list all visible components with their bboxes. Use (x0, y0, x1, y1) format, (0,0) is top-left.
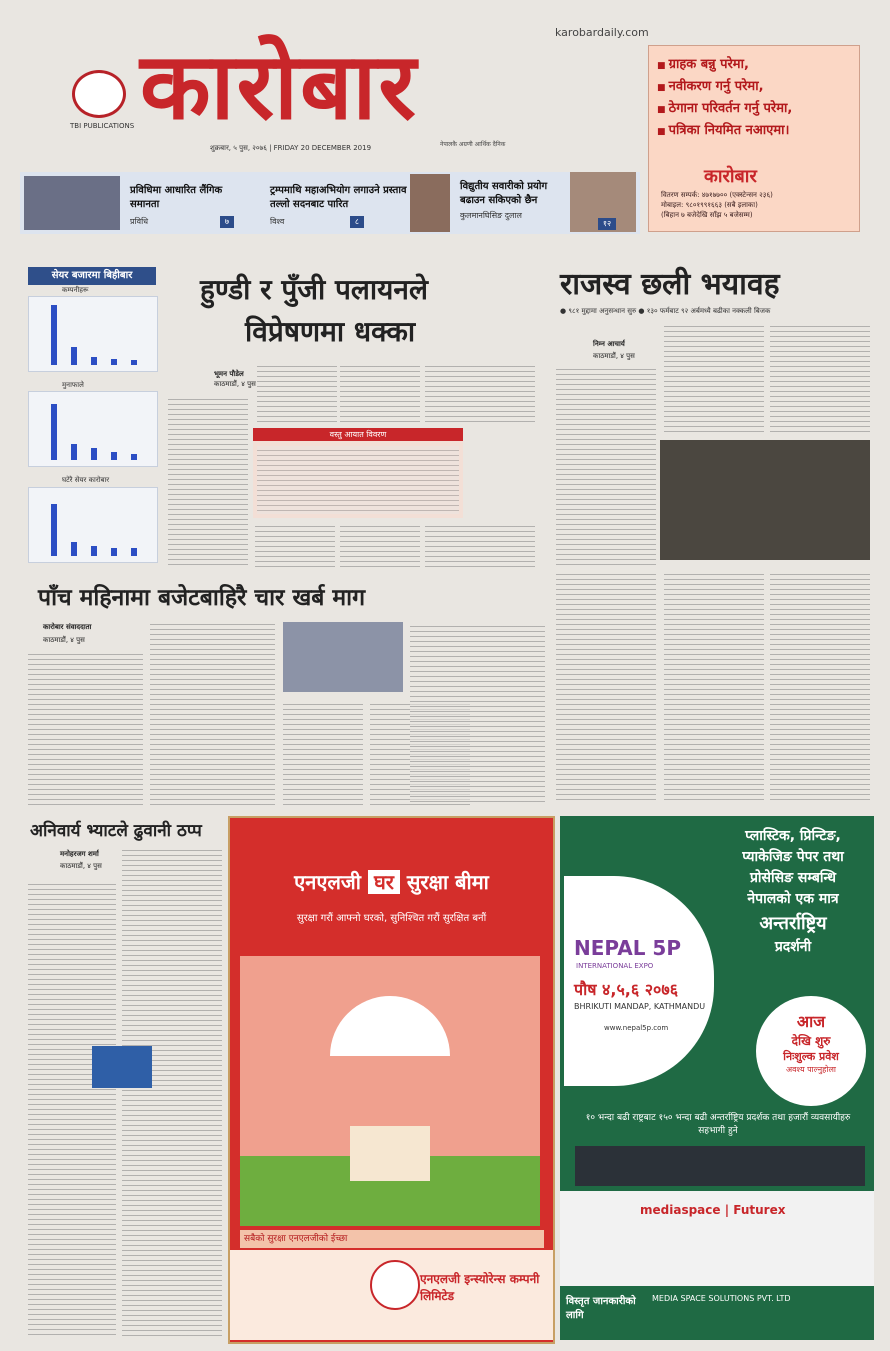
chart-bar (111, 452, 117, 460)
publisher-logo (72, 70, 126, 118)
sponsor-panel (560, 1191, 874, 1286)
teaser-thumb (410, 174, 450, 232)
ad-title-mid: घर (368, 870, 400, 894)
article-text (664, 570, 764, 800)
chart-bar (91, 448, 97, 460)
byline: निम्न आचार्य (593, 340, 625, 348)
chart-bar (71, 542, 77, 556)
mini-chart (28, 391, 158, 467)
expo-heading-line: नेपालको एक मात्र (747, 891, 839, 907)
newspaper-tagline: नेपालकै अग्रणी आर्थिक दैनिक (440, 141, 506, 148)
article-text (150, 620, 275, 805)
expo-images (575, 1146, 865, 1186)
expo-site[interactable]: www.nepal5p.com (604, 1024, 669, 1032)
ad-title-right: सुरक्षा बीमा (406, 870, 489, 894)
share-panel-title: सेयर बजारमा बिहीबार (28, 267, 156, 285)
table-title: वस्तु आयात विवरण (253, 428, 463, 441)
nlg-insurance-ad[interactable] (228, 816, 555, 1344)
house-icon (350, 1126, 430, 1181)
article-text (770, 322, 870, 432)
chart-bar (51, 504, 57, 556)
nepal5p-expo-ad[interactable] (560, 816, 874, 1340)
byline: कारोबार संवाददाता (43, 623, 92, 631)
chart-bar (131, 454, 137, 460)
expo-heading-line: अन्तर्राष्ट्रिय (759, 913, 827, 934)
expo-dates: पौष ४,५,६ २०७६ (574, 980, 679, 999)
nlg-logo (370, 1260, 420, 1310)
article-text (556, 570, 656, 800)
badge-line: देखि शुरु (791, 1034, 831, 1048)
article-text (425, 362, 535, 422)
teaser-page: १२ (598, 218, 616, 230)
expo-heading (718, 826, 868, 958)
expo-stats: १० भन्दा बढी राष्ट्रबाट १५० भन्दा बढी अन्तर्राष्ट्रिय प्रदर्शक तथा हजारौं व्यवसायीहरु सहभागी हुने (585, 1113, 851, 1136)
issue-date: शुक्रबार, ५ पुस, २०७६ | FRIDAY 20 DECEMBER 2019 (210, 144, 372, 152)
headline-transport[interactable]: अनिवार्य भ्याटले ढुवानी ठप्प (30, 821, 202, 841)
ad-illustration (240, 956, 540, 1226)
contact-line: (बिहान ७ बजेदेखि साँझ ५ बजेसम्म) (661, 210, 753, 219)
newspaper-url[interactable]: karobardaily.com (555, 26, 649, 39)
expo-heading-line: प्याकेजिङ पेपर तथा (742, 849, 844, 865)
teaser-headline[interactable]: विद्युतीय सवारीको प्रयोग बढाउन सकिएको छैन (460, 181, 548, 206)
dateline: काठमाडौं, ४ पुस (593, 352, 635, 360)
expo-event-sub: INTERNATIONAL EXPO (576, 962, 654, 970)
contact-line: वितरण सम्पर्क: ४७१७७०० (एक्स्टेन्सन २३६) (661, 191, 773, 199)
subscription-item: ■ पत्रिका नियमित नआएमा। (657, 120, 859, 138)
chart-bar (51, 404, 57, 460)
meeting-photo (660, 440, 870, 560)
teaser-page: ७ (220, 216, 234, 228)
expo-heading-line: प्रोसेसिङ सम्बन्धि (749, 870, 837, 886)
article-text (257, 362, 337, 422)
teaser-page: ८ (350, 216, 364, 228)
article-text (410, 622, 545, 802)
teaser-headline[interactable]: ट्रम्पमाथि महाअभियोग लगाउने प्रस्ताव तल्लो सदनबाट पारित (270, 185, 407, 210)
umbrella-icon (330, 996, 450, 1056)
teaser-thumb (24, 176, 120, 230)
expo-event-name: NEPAL 5P (574, 936, 681, 960)
expo-footer-label: विस्तृत जानकारीको लागि (566, 1296, 636, 1321)
chart-label: घटेरै सेयर कारोबार (62, 476, 110, 484)
chart-label: कम्पनीहरू (62, 286, 89, 294)
headline-hundi-line1[interactable]: हुण्डी र पुँजी पलायनले (200, 273, 428, 306)
money-illustration (283, 622, 403, 692)
subhead-rajaswa: ● ९८१ मुद्दामा अनुसन्धान सुरु ● १३० फर्मबाट ९२ अर्बमध्यै बढीका नक्कली बिजक (560, 307, 771, 315)
article-text (664, 322, 764, 432)
chart-bar (71, 444, 77, 460)
publisher-name: TBI PUBLICATIONS (70, 122, 135, 130)
article-text (283, 700, 363, 805)
mini-chart (28, 296, 158, 372)
teaser-section: प्रविधि (130, 217, 149, 226)
article-text (340, 522, 420, 567)
article-text (556, 365, 656, 565)
free-entry-badge (756, 996, 866, 1106)
expo-footer-company: MEDIA SPACE SOLUTIONS PVT. LTD (652, 1294, 791, 1303)
ad-footer: सबैको सुरक्षा एनएलजीको ईच्छा (240, 1230, 544, 1248)
ad-footer-panel (230, 1250, 553, 1340)
expo-heading-line: प्लास्टिक, प्रिन्टिङ, (745, 828, 841, 844)
organizer-logos: mediaspace | Futurex (640, 1203, 786, 1217)
article-text (340, 362, 420, 422)
teaser-strip (20, 172, 640, 234)
expo-venue: BHRIKUTI MANDAP, KATHMANDU (574, 1002, 706, 1011)
chart-bar (91, 357, 97, 365)
headline-rajaswa[interactable]: राजस्व छली भयावह (560, 267, 780, 302)
article-text (122, 846, 222, 1336)
article-text (28, 650, 143, 805)
chart-bar (91, 546, 97, 556)
dateline: काठमाडौं, ४ पुस (60, 862, 102, 870)
contact-line: मोबाइल: ९८०१९९१६६३ (सबै इलाका) (661, 200, 758, 209)
headline-hundi-line2[interactable]: विप्रेषणमा धक्का (245, 315, 416, 348)
chart-bar (131, 548, 137, 556)
byline: मनोहरजग शर्मा (60, 850, 99, 858)
ad-tagline: सुरक्षा गरौं आफ्नो घरको, सुनिश्चित गरौं सुरक्षित बनौं (296, 913, 487, 924)
badge-line: निःशुल्क प्रवेश (783, 1050, 839, 1063)
expo-heading-line: प्रदर्शनी (774, 939, 812, 955)
byline: भूमन पौडेल (214, 370, 244, 378)
ad-company: एनएलजी इन्स्योरेन्स कम्पनी लिमिटेड (420, 1272, 540, 1303)
teaser-section: कुलमानघिसिङ दुलाल (460, 211, 522, 220)
dateline: काठमाडौं, ४ पुस (214, 380, 256, 388)
article-text (168, 395, 248, 565)
table-rows (257, 446, 459, 514)
badge-line: अवश्य पाल्नुहोला (785, 1065, 836, 1074)
newspaper-title: कारोबार (140, 32, 418, 140)
subscription-contact (661, 191, 773, 220)
truck-icon (92, 1046, 152, 1088)
chart-bar (111, 548, 117, 556)
teaser-section: विश्व (270, 217, 285, 226)
article-text (425, 522, 535, 567)
import-table (253, 428, 463, 518)
article-text (770, 570, 870, 800)
subscription-item: ■ नवीकरण गर्नु परेमा, (657, 76, 859, 94)
chart-bar (51, 305, 57, 365)
subscription-brand: कारोबार (704, 166, 757, 187)
ad-title-left: एनएलजी (294, 870, 361, 894)
chart-label: मुनाफाले (62, 381, 84, 389)
chart-bar (111, 359, 117, 365)
subscription-item: ■ ग्राहक बन्नु परेमा, (657, 54, 859, 72)
badge-line: आज (796, 1012, 826, 1031)
article-text (28, 880, 116, 1335)
dateline: काठमाडौं, ४ पुस (43, 636, 85, 644)
headline-budget[interactable]: पाँच महिनामा बजेटबाहिरै चार खर्ब माग (38, 584, 366, 611)
mini-chart (28, 487, 158, 563)
subscription-box (648, 45, 860, 232)
article-text (255, 522, 335, 567)
subscription-item: ■ ठेगाना परिवर्तन गर्नु परेमा, (657, 98, 859, 116)
chart-bar (131, 360, 137, 365)
teaser-headline[interactable]: प्रविधिमा आधारित लैंगिक समानता (130, 185, 223, 210)
expo-badge-panel (564, 876, 714, 1086)
chart-bar (71, 347, 77, 365)
